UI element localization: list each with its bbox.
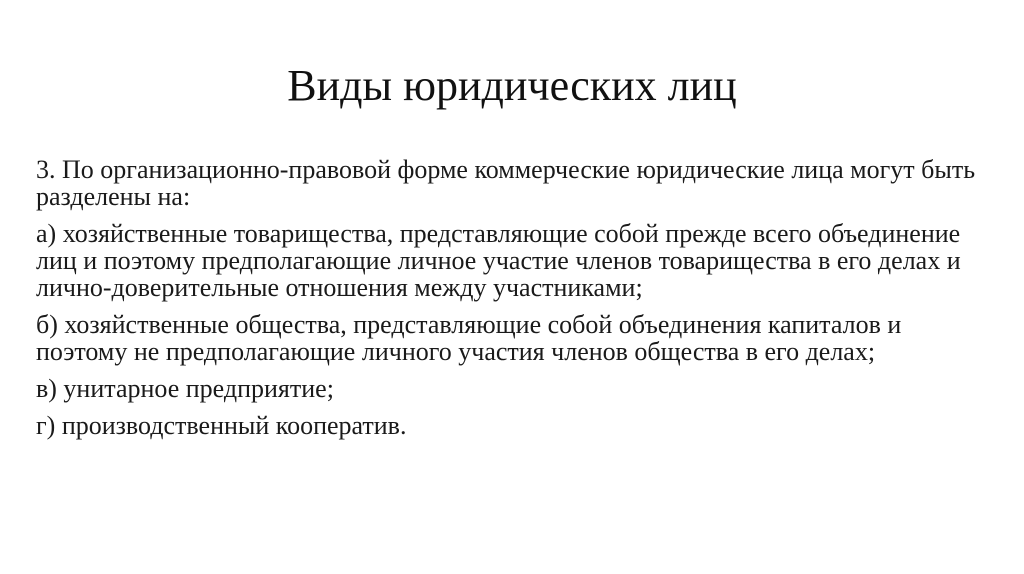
paragraph-item-g: г) производственный кооператив. xyxy=(36,411,407,440)
paragraph-item-v: в) унитарное предприятие; xyxy=(36,374,334,403)
slide-body xyxy=(36,156,986,449)
slide-title: Виды юридических лиц xyxy=(287,61,737,110)
paragraph-item-b: б) хозяйственные общества, представляющие собой объединения капиталов и поэтому не предполагающие личного участия членов общества в его делах; xyxy=(36,310,902,366)
paragraph-item-a: а) хозяйственные товарищества, представляющие собой прежде всего объединение лиц и поэтому предполагающие личное участие членов товарищества в его делах и лично-доверительные отношения между участниками; xyxy=(36,219,961,302)
paragraph-intro: 3. По организационно-правовой форме коммерческие юридические лица могут быть разделены на: xyxy=(36,155,976,211)
